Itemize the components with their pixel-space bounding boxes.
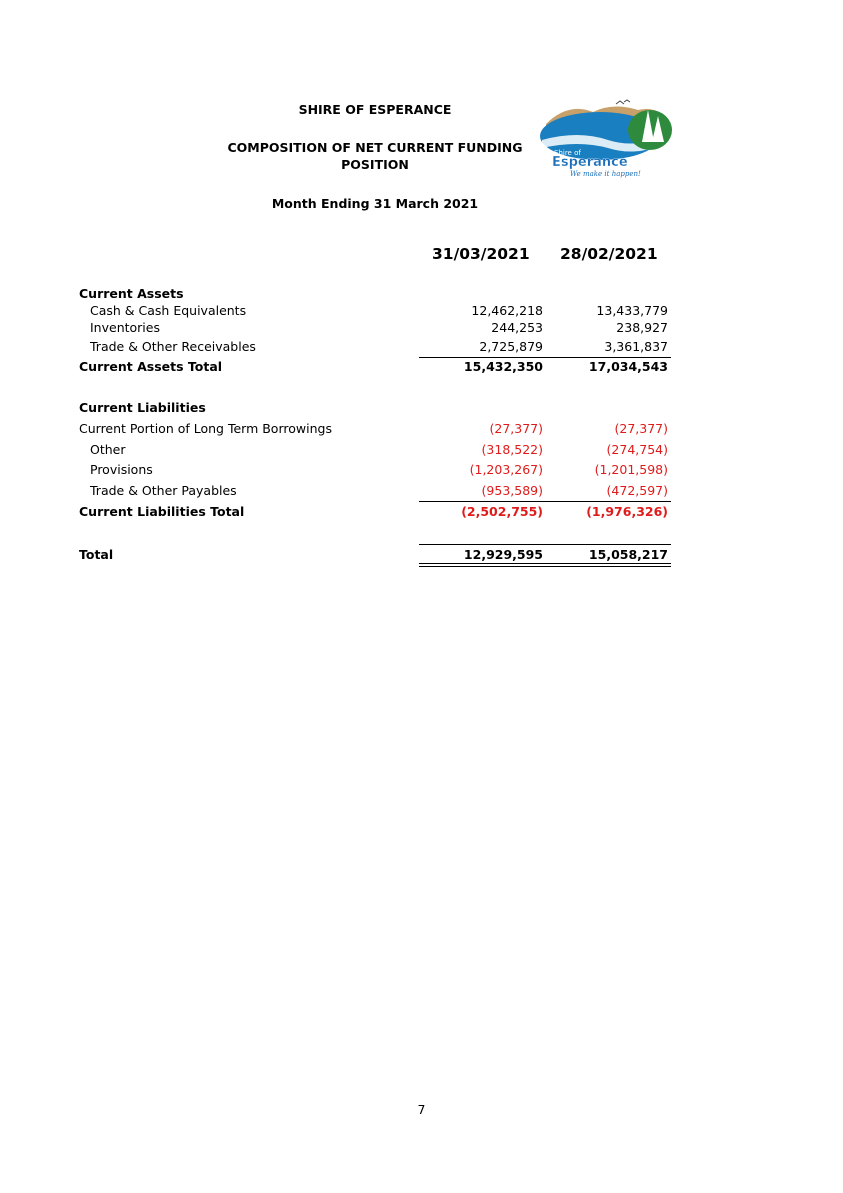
row-label: Cash & Cash Equivalents [90, 303, 247, 318]
row-label: Provisions [90, 462, 153, 477]
row-value-current: (2,502,755) [461, 504, 543, 519]
row-label: Current Portion of Long Term Borrowings [79, 421, 332, 436]
row-value-prior: (472,597) [606, 483, 668, 498]
column-header-current: 31/03/2021 [432, 245, 530, 263]
row-value-current: 12,462,218 [471, 303, 543, 318]
section-heading-label: Current Assets [79, 286, 184, 301]
row-value-current: (1,203,267) [469, 462, 543, 477]
row-value-prior: (274,754) [606, 442, 668, 457]
row-label: Other [90, 442, 126, 457]
table-row [79, 339, 671, 358]
organisation-name: SHIRE OF ESPERANCE [298, 102, 452, 117]
shire-logo [538, 96, 673, 178]
logo-tagline: We make it happen! [570, 170, 641, 178]
table-row [79, 483, 671, 502]
row-label: Inventories [90, 320, 160, 335]
report-title: COMPOSITION OF NET CURRENT FUNDING POSITION [227, 140, 523, 172]
row-value-current: (27,377) [489, 421, 543, 436]
row-value-prior: 17,034,543 [588, 359, 668, 374]
table-row [79, 421, 671, 440]
section-heading-label: Current Liabilities [79, 400, 206, 415]
total-row-assets [79, 359, 671, 378]
row-value-prior: (1,976,326) [586, 504, 668, 519]
report-period: Month Ending 31 March 2021 [271, 196, 479, 211]
shire-logo-graphic [538, 96, 673, 178]
row-value-current: 2,725,879 [479, 339, 543, 354]
row-label: Current Liabilities Total [79, 504, 245, 519]
total-top-rule [419, 544, 671, 545]
subtotal-rule [419, 357, 671, 358]
logo-line2: Esperance [552, 155, 628, 170]
section-heading-liabilities [79, 400, 671, 419]
birds-icon [616, 100, 630, 104]
subtotal-rule [419, 501, 671, 502]
row-label: Trade & Other Receivables [90, 339, 256, 354]
row-value-current: 15,432,350 [463, 359, 543, 374]
row-value-prior: 238,927 [616, 320, 668, 335]
page-number: 7 [417, 1102, 426, 1117]
row-value-current: (318,522) [481, 442, 543, 457]
row-label: Current Assets Total [79, 359, 223, 374]
row-value-prior: (27,377) [614, 421, 668, 436]
row-label: Total [79, 547, 114, 562]
row-value-prior: (1,201,598) [594, 462, 668, 477]
row-label: Trade & Other Payables [90, 483, 237, 498]
row-value-prior: 15,058,217 [588, 547, 668, 562]
row-value-current: 12,929,595 [463, 547, 543, 562]
table-row [79, 462, 671, 481]
total-row-liabilities [79, 504, 671, 523]
row-value-prior: 3,361,837 [604, 339, 668, 354]
table-row [79, 442, 671, 461]
row-value-current: (953,589) [481, 483, 543, 498]
row-value-prior: 13,433,779 [596, 303, 668, 318]
logo-line1: Shire of [554, 149, 581, 157]
table-row [79, 320, 671, 339]
column-header-prior: 28/02/2021 [560, 245, 658, 263]
total-double-rule [419, 563, 671, 567]
row-value-current: 244,253 [491, 320, 543, 335]
